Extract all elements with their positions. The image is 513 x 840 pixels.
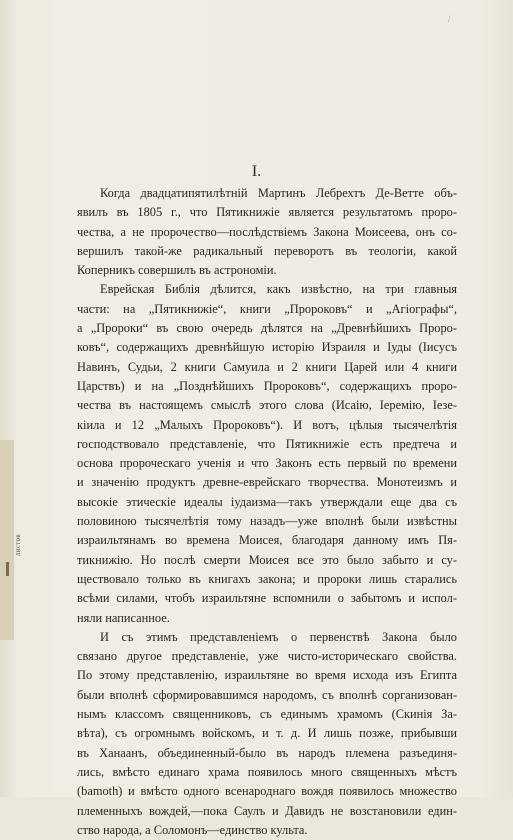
text-line: господствовало представленіе, что Пятикнижіе есть предтеча и (77, 436, 457, 451)
text-line: части: на „Пятикнижіе“, книги „Пророковъ“ и „Агіографы“, (77, 301, 457, 316)
text-line: всѣми силами, чтобъ израильтяне вспомнили о забытомъ и испол- (77, 591, 457, 606)
body-text (77, 184, 457, 840)
text-line: основа пророческаго ученія и что Законъ есть первый по времени (77, 456, 457, 471)
corner-mark: / (448, 14, 451, 24)
text-line: ство народа, а Соломонъ—единство культа. (77, 822, 308, 837)
text-line: племенныхъ вождей,—пока Саулъ и Давидъ не возстановили един- (77, 803, 457, 818)
text-line: кіила и 12 „Малыхъ Пророковъ“). И вотъ, цѣлыя тысячелѣтія (77, 417, 457, 432)
text-line: были вполнѣ сформировавшимся народомъ, съ вполнѣ сорганизован- (77, 687, 457, 702)
text-line: Когда двадцатипятилѣтній Мартинъ Лебрехтъ Де-Ветте объ- (100, 186, 457, 200)
text-line: явилъ въ 1805 г., что Пятикнижіе является результатомъ проро- (77, 205, 457, 220)
text-line: тикнижію. Но послѣ смерти Моисея все это было забыто и су- (77, 552, 457, 567)
text-line: высокіе этическіе идеалы іудаизма—такъ утверждали еще два съ (77, 494, 457, 509)
binding-mark (6, 562, 9, 576)
text-line: ществовало только въ книгахъ закона; и пророки лишь старались (77, 571, 457, 586)
text-line: связано другое представленіе, уже чисто-историческаго свойства. (77, 649, 457, 664)
text-line: и значенію продуктъ древне-еврейскаго творчества. Монотеизмъ и (77, 475, 457, 490)
text-line: израильтянамъ во времена Моисея, благодаря данному имъ Пя- (77, 533, 457, 548)
text-line: вѣта), съ огромнымъ войскомъ, и т. д. И лишь позже, прибывши (77, 726, 457, 741)
text-line: вершилъ такой-же радикальный переворотъ въ теологіи, какой (77, 243, 457, 258)
binding-strip (0, 440, 14, 640)
text-line: И съ этимъ представленіемъ о первенствѣ Закона было (100, 629, 457, 644)
text-line: Навинъ, Судьи, 2 книги Самуила и 2 книги Царей или 4 книги (77, 359, 457, 374)
text-line: Коперникъ совершилъ въ астрономіи. (77, 263, 277, 278)
text-line: а „Пророки“ въ свою очередь дѣлятся на „Древнѣйшихъ Проро- (77, 321, 457, 336)
text-line: няли написанное. (77, 610, 170, 625)
text-line: чества, а не пророчество—послѣдствіемъ Закона Моисеева, онъ со- (77, 224, 457, 239)
text-line: По этому представленію, израильтяне во время исхода изъ Египта (77, 668, 457, 683)
text-line: Царствъ) и на „Позднѣйшихъ Пророковъ“, содержащихъ проро- (77, 378, 457, 393)
text-line: лись, вмѣсто единаго храма появилось много священныхъ мѣстъ (77, 764, 457, 779)
text-line: (bamoth) и вмѣсто одного всенароднаго вождя появилось множество (77, 784, 457, 799)
text-line: половиною тысячелѣтія тому назадъ—уже вполнѣ были извѣстны (77, 514, 457, 529)
text-line: Еврейская Библія дѣлится, какъ извѣстно, на три главныя (100, 282, 457, 297)
chapter-heading: I. (251, 163, 262, 180)
text-line: чества въ настоящемъ смыслѣ этого слова (Исаію, Іеремію, Іезе- (77, 398, 457, 413)
text-line: ковъ“, содержащихъ древнѣйшую исторію Израиля и Іуды (Іисусъ (77, 340, 457, 355)
side-label: листов (14, 534, 22, 556)
text-line: въ Ханаанъ, объединенный-было въ народъ племена разъединя- (77, 745, 457, 760)
text-line: нымъ классомъ священниковъ, съ единымъ храмомъ (Скинія За- (77, 707, 457, 722)
